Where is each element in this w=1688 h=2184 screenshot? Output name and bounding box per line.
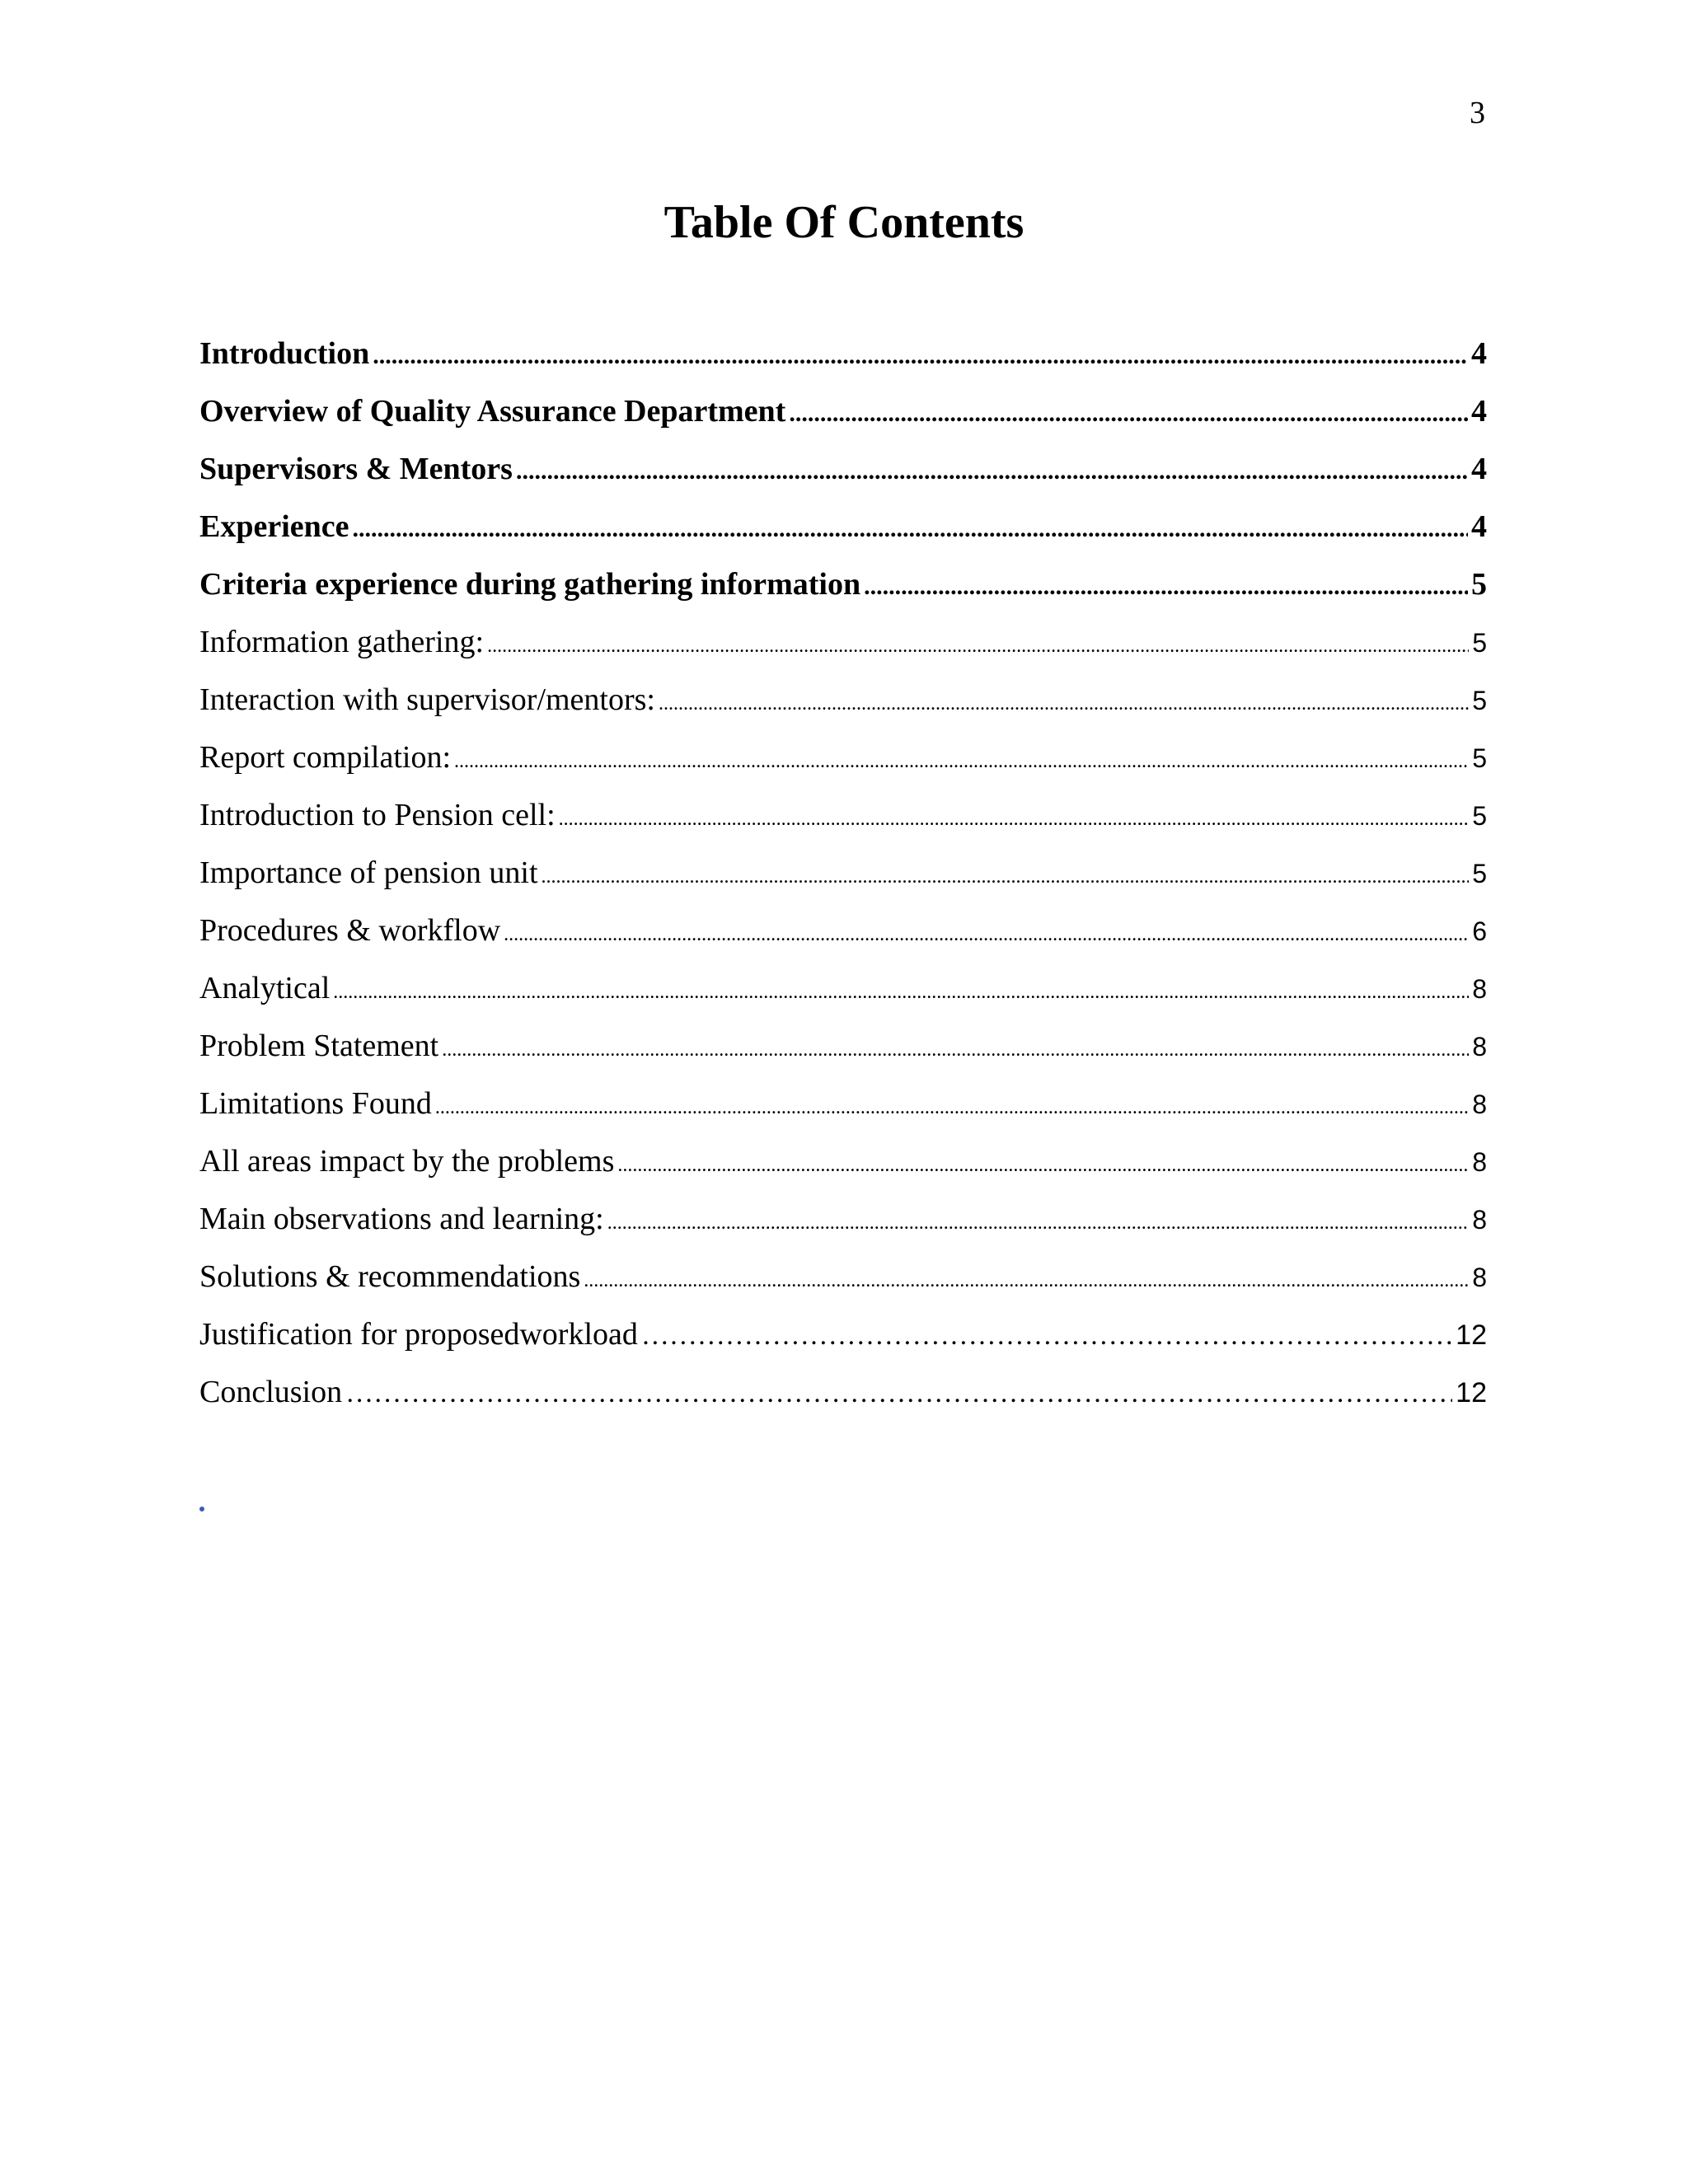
toc-entry[interactable]	[199, 729, 1487, 786]
toc-entry-label: Conclusion	[199, 1375, 343, 1409]
toc-dot-leader	[442, 1017, 1469, 1079]
toc-entry-label: Overview of Quality Assurance Department	[199, 394, 786, 429]
toc-entry[interactable]	[199, 671, 1487, 729]
toc-dot-leader	[373, 325, 1468, 385]
toc-entry-page: 8	[1472, 1032, 1487, 1062]
toc-entry[interactable]	[199, 382, 1487, 440]
toc-entry-page: 5	[1472, 628, 1487, 658]
toc-entry-label: Report compilation:	[199, 740, 452, 775]
toc-entry-page: 8	[1472, 1090, 1487, 1119]
toc-entry-page: 4	[1471, 452, 1487, 486]
toc-entry-page: 4	[1471, 394, 1487, 429]
toc-entry-label: Solutions & recommendations	[199, 1259, 581, 1294]
toc-dot-leader	[559, 786, 1470, 848]
toc-entry-page: 5	[1472, 743, 1487, 773]
toc-entry[interactable]	[199, 1363, 1487, 1421]
toc-list	[199, 325, 1487, 1421]
toc-entry-page: 4	[1471, 336, 1487, 371]
toc-entry-label: Procedures & workflow	[199, 913, 501, 948]
toc-entry[interactable]	[199, 1248, 1487, 1305]
toc-entry[interactable]	[199, 1305, 1487, 1363]
toc-entry[interactable]	[199, 844, 1487, 902]
toc-entry-label: Main observations and learning:	[199, 1202, 604, 1236]
toc-entry-label: Analytical	[199, 971, 331, 1005]
toc-entry-label: Justification for proposedworkload	[199, 1317, 638, 1352]
toc-entry-page: 5	[1472, 801, 1487, 831]
toc-entry[interactable]	[199, 613, 1487, 671]
toc-dot-leader	[454, 729, 1469, 790]
toc-entry-page: 4	[1471, 509, 1487, 544]
toc-dot-leader	[353, 498, 1468, 558]
toc-entry[interactable]	[199, 786, 1487, 844]
toc-entry-label: Interaction with supervisor/mentors:	[199, 682, 655, 717]
toc-entry-label: Criteria experience during gathering information	[199, 567, 861, 602]
toc-dot-leader	[542, 844, 1470, 906]
stray-mark	[199, 1507, 204, 1511]
toc-entry[interactable]	[199, 325, 1487, 382]
toc-entry-page: 6	[1472, 916, 1487, 946]
toc-entry-label: Limitations Found	[199, 1086, 432, 1121]
toc-dot-leader	[584, 1248, 1469, 1310]
toc-dot-leader	[516, 440, 1468, 500]
toc-entry-label: Information gathering:	[199, 625, 485, 659]
toc-entry[interactable]	[199, 555, 1487, 613]
toc-entry-label: Introduction	[199, 336, 370, 371]
toc-entry-label: Supervisors & Mentors	[199, 452, 513, 486]
toc-entry-page: 8	[1472, 1263, 1487, 1292]
toc-title: Table Of Contents	[663, 197, 1025, 248]
toc-entry-label: Problem Statement	[199, 1029, 439, 1063]
toc-entry[interactable]	[199, 1190, 1487, 1248]
toc-entry[interactable]	[199, 902, 1487, 959]
toc-entry-page: 8	[1472, 974, 1487, 1004]
toc-entry-page: 8	[1472, 1147, 1487, 1177]
toc-entry[interactable]	[199, 1132, 1487, 1190]
toc-entry-page: 12	[1456, 1319, 1487, 1351]
toc-entry-page: 8	[1472, 1205, 1487, 1235]
toc-entry-page: 12	[1456, 1377, 1487, 1408]
toc-dot-leader	[607, 1190, 1469, 1252]
toc-entry-page: 5	[1472, 859, 1487, 888]
toc-entry-label: Introduction to Pension cell:	[199, 798, 556, 832]
toc-dot-leader	[659, 671, 1469, 733]
toc-entry[interactable]	[199, 440, 1487, 498]
toc-entry-label: Importance of pension unit	[199, 855, 538, 890]
toc-dot-leader	[333, 959, 1469, 1021]
toc-dot-leader	[487, 613, 1469, 675]
toc-entry-page: 5	[1471, 567, 1487, 602]
page-number: 3	[1470, 96, 1485, 130]
toc-dot-leader	[641, 1305, 1452, 1365]
toc-entry[interactable]	[199, 1017, 1487, 1075]
toc-dot-leader	[435, 1075, 1469, 1137]
toc-entry[interactable]	[199, 959, 1487, 1017]
toc-entry[interactable]	[199, 1075, 1487, 1132]
toc-dot-leader	[504, 902, 1469, 963]
toc-dot-leader	[345, 1363, 1452, 1422]
toc-dot-leader	[789, 382, 1468, 443]
toc-entry-page: 5	[1472, 686, 1487, 715]
toc-entry-label: Experience	[199, 509, 349, 544]
toc-entry[interactable]	[199, 498, 1487, 555]
toc-dot-leader	[617, 1132, 1469, 1194]
toc-dot-leader	[864, 555, 1468, 616]
toc-entry-label: All areas impact by the problems	[199, 1144, 615, 1179]
